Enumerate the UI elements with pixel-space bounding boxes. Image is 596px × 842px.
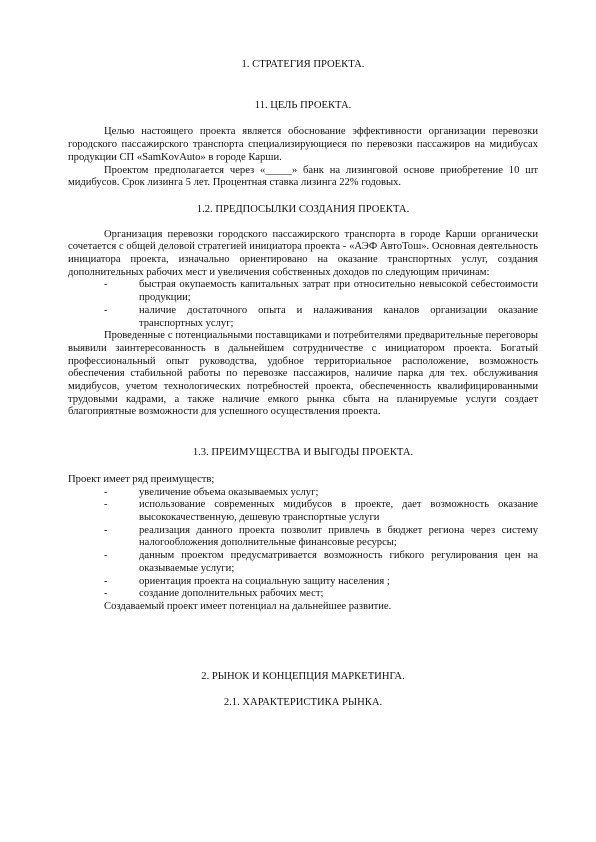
list-dash: -: [104, 588, 108, 600]
list-item: - увеличение объема оказываемых услуг;: [104, 486, 319, 498]
list-dash: -: [104, 304, 108, 316]
list-item: - использование современных мидибусов в проекте, дает возможность оказание высококачественную, дешевую транспортные услуги: [104, 499, 538, 523]
heading-prerequisites: 1.2. ПРЕДПОСЫЛКИ СОЗДАНИЯ ПРОЕКТА.: [196, 203, 410, 215]
list-item: - реализация данного проекта позволит привлечь в бюджет региона через систему налогообложения дополнительные финансовые ресурсы;: [104, 524, 538, 549]
heading-strategy: 1. СТРАТЕГИЯ ПРОЕКТА.: [241, 59, 365, 70]
advantages-lead: Проект имеет ряд преимуществ;: [68, 473, 215, 485]
goal-paragraph-2: Проектом предполагается через «_____» банк на лизинговой основе приобретение 10 шт мидибусов. Срок лизинга 5 лет. Процентная ставка лизинга 22% годовых.: [68, 164, 538, 189]
list-item: - быстрая окупаемость капитальных затрат при относительно невысокой себестоимости продукции;: [104, 279, 538, 304]
heading-market: 2. РЫНОК И КОНЦЕПЦИЯ МАРКЕТИНГА.: [201, 670, 405, 682]
list-dash: -: [104, 279, 108, 291]
list-dash: -: [104, 486, 108, 498]
list-item: - данным проектом предусматривается возможность гибкого регулирования цен на оказываемые услуги;: [104, 550, 538, 574]
prereq-list: [68, 279, 538, 330]
heading-goal: 11. ЦЕЛЬ ПРОЕКТА.: [254, 99, 352, 111]
list-item: - наличие достаточного опыта и налаживания каналов организации оказание транспортных услуг;: [104, 304, 538, 329]
list-dash: -: [104, 524, 108, 536]
heading-advantages: 1.3. ПРЕИМУЩЕСТВА И ВЫГОДЫ ПРОЕКТА.: [192, 447, 414, 459]
list-dash: -: [104, 575, 108, 587]
list-dash: -: [104, 550, 108, 562]
list-dash: -: [104, 499, 108, 511]
prereq-paragraph-1: Организация перевозки городского пассажирского транспорта в городе Карши органически сочетается с общей деловой стратегией инициатора проекта - «АЭФ АвтоТош». Основная деятельность инициатора проекта, изначально ориентировано на оказание транспортных услуг, создания дополнительных рабочих мест и увеличения собственных доходов по следующим причинам:: [68, 228, 538, 278]
list-item: - ориентация проекта на социальную защиту населения ;: [104, 575, 390, 587]
advantages-list: [68, 487, 538, 601]
prereq-paragraph-2: Проведенные с потенциальными поставщиками и потребителями предварительные переговоры выявили заинтересованность в дальнейшем сотрудничестве с инициатором проекта. Богатый профессиональный опыт руководства, удобное территориальное расположение, возможность обеспечения стабильной работы по перевозке пассажиров, наличие парка для тех. обслуживания мидибусов, учетом технологических потребностей проекта, обеспеченность квалифицированными трудовыми кадрами, а также наличие емкого рынка сбыта на планируемые услуги создает благоприятные возможности для успешного осуществления проекта.: [68, 330, 538, 418]
list-item: - создание дополнительных рабочих мест;: [104, 588, 324, 600]
heading-market-characteristics: 2.1. ХАРАКТЕРИСТИКА РЫНКА.: [223, 697, 383, 709]
goal-paragraph-1: Целью настоящего проекта является обоснование эффективности организации перевозки городского пассажирского транспорта специализирующиеся по перевозки пассажиров на мидибусах продукции СП «SamKovAuto» в городе Карши.: [68, 126, 538, 163]
advantages-closing: Создаваемый проект имеет потенциал на дальнейшее развитие.: [104, 600, 392, 612]
